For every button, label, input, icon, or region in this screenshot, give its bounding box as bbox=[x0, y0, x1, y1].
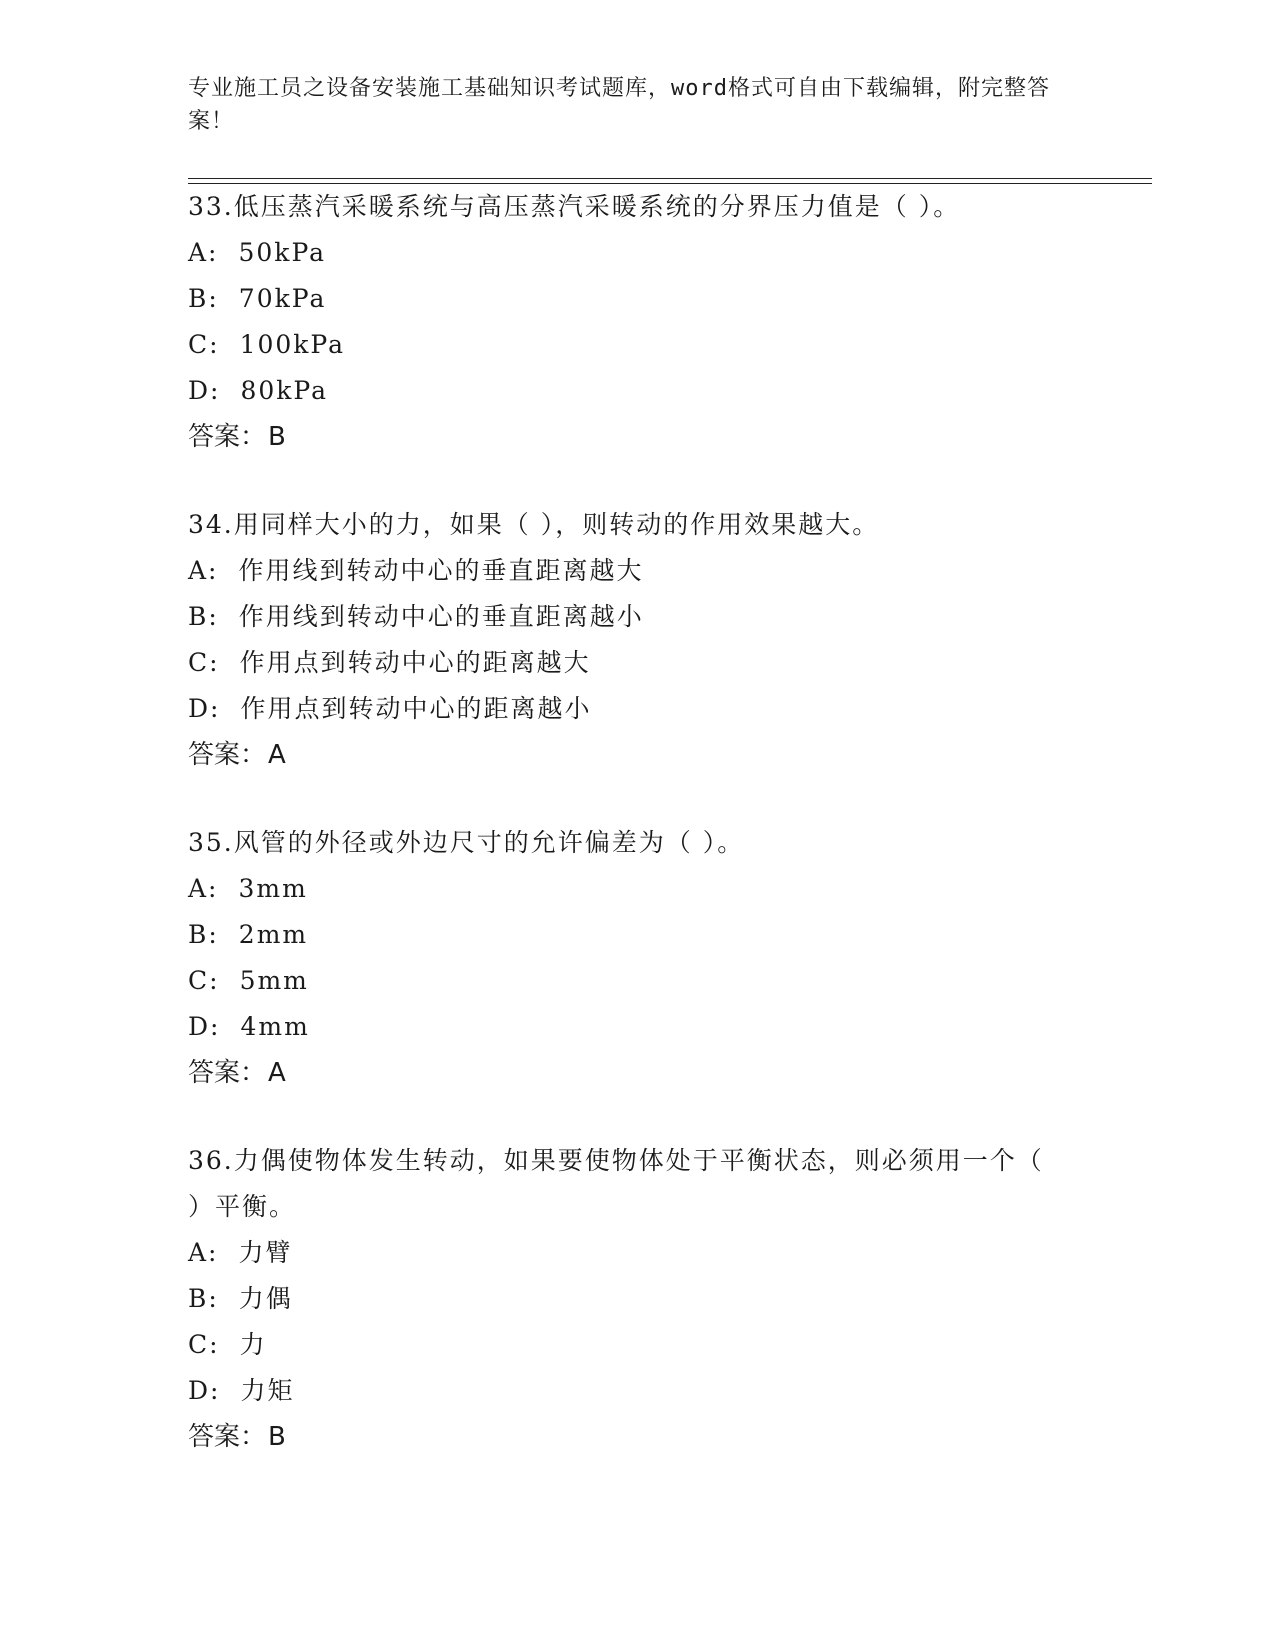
option-c bbox=[188, 1322, 1068, 1368]
option-a bbox=[188, 866, 1088, 912]
option-letter: C: bbox=[188, 330, 220, 359]
answer-line bbox=[188, 732, 1088, 778]
question-stem: 36.力偶使物体发生转动，如果要使物体处于平衡状态，则必须用一个（ ）平衡。 bbox=[188, 1146, 1044, 1221]
option-c bbox=[188, 640, 1088, 686]
question-stem: 33.低压蒸汽采暖系统与高压蒸汽采暖系统的分界压力值是（ ）。 bbox=[188, 192, 961, 221]
option-b bbox=[188, 1276, 1068, 1322]
option-letter: C: bbox=[188, 1330, 220, 1359]
answer-value: A bbox=[268, 740, 286, 770]
header-rule-top bbox=[188, 178, 1152, 179]
answer-value: A bbox=[268, 1058, 286, 1088]
option-b bbox=[188, 594, 1088, 640]
option-text: 作用点到转动中心的距离越大 bbox=[239, 648, 591, 677]
option-text: 50kPa bbox=[238, 238, 327, 267]
option-c bbox=[188, 958, 1088, 1004]
option-letter: C: bbox=[188, 966, 220, 995]
option-letter: B: bbox=[188, 920, 219, 949]
answer-label: 答案： bbox=[188, 422, 267, 452]
option-letter: A: bbox=[188, 1238, 219, 1267]
option-a bbox=[188, 230, 1088, 276]
option-letter: D: bbox=[188, 1376, 221, 1405]
option-text: 力偶 bbox=[238, 1284, 293, 1313]
question-33 bbox=[188, 184, 1088, 460]
option-text: 80kPa bbox=[240, 376, 329, 405]
answer-label: 答案： bbox=[188, 740, 267, 770]
option-d bbox=[188, 1368, 1068, 1414]
option-text: 作用线到转动中心的垂直距离越小 bbox=[238, 602, 644, 631]
option-letter: A: bbox=[188, 238, 219, 267]
option-d bbox=[188, 1004, 1088, 1050]
option-letter: D: bbox=[188, 694, 221, 723]
option-text: 2mm bbox=[238, 920, 309, 949]
answer-line bbox=[188, 414, 1088, 460]
answer-label: 答案： bbox=[188, 1422, 267, 1452]
option-text: 力 bbox=[239, 1330, 267, 1359]
option-text: 力臂 bbox=[238, 1238, 293, 1267]
option-text: 作用线到转动中心的垂直距离越大 bbox=[238, 556, 644, 585]
option-text: 70kPa bbox=[238, 284, 327, 313]
question-36 bbox=[188, 1138, 1068, 1460]
option-text: 4mm bbox=[240, 1012, 310, 1041]
option-b bbox=[188, 912, 1088, 958]
option-a bbox=[188, 548, 1088, 594]
answer-line bbox=[188, 1050, 1088, 1096]
question-35 bbox=[188, 820, 1088, 1096]
option-letter: D: bbox=[188, 376, 221, 405]
option-letter: D: bbox=[188, 1012, 221, 1041]
option-letter: A: bbox=[188, 556, 219, 585]
option-d bbox=[188, 686, 1088, 732]
option-text: 5mm bbox=[239, 966, 309, 995]
question-stem: 34.用同样大小的力，如果（ ），则转动的作用效果越大。 bbox=[188, 510, 880, 539]
option-letter: B: bbox=[188, 284, 219, 313]
document-header: 专业施工员之设备安装施工基础知识考试题库，word格式可自由下载编辑，附完整答案！ bbox=[188, 76, 1050, 134]
question-34 bbox=[188, 502, 1088, 778]
option-letter: B: bbox=[188, 1284, 219, 1313]
option-text: 力矩 bbox=[240, 1376, 295, 1405]
option-d bbox=[188, 368, 1088, 414]
option-letter: A: bbox=[188, 874, 219, 903]
option-a bbox=[188, 1230, 1068, 1276]
option-b bbox=[188, 276, 1088, 322]
question-stem: 35.风管的外径或外边尺寸的允许偏差为（ ）。 bbox=[188, 828, 745, 857]
answer-value: B bbox=[268, 1422, 286, 1452]
option-c bbox=[188, 322, 1088, 368]
option-text: 100kPa bbox=[239, 330, 346, 359]
option-text: 3mm bbox=[238, 874, 308, 903]
answer-value: B bbox=[268, 422, 286, 452]
option-text: 作用点到转动中心的距离越小 bbox=[240, 694, 592, 723]
answer-line bbox=[188, 1414, 1068, 1460]
option-letter: C: bbox=[188, 648, 220, 677]
option-letter: B: bbox=[188, 602, 219, 631]
answer-label: 答案： bbox=[188, 1058, 267, 1088]
